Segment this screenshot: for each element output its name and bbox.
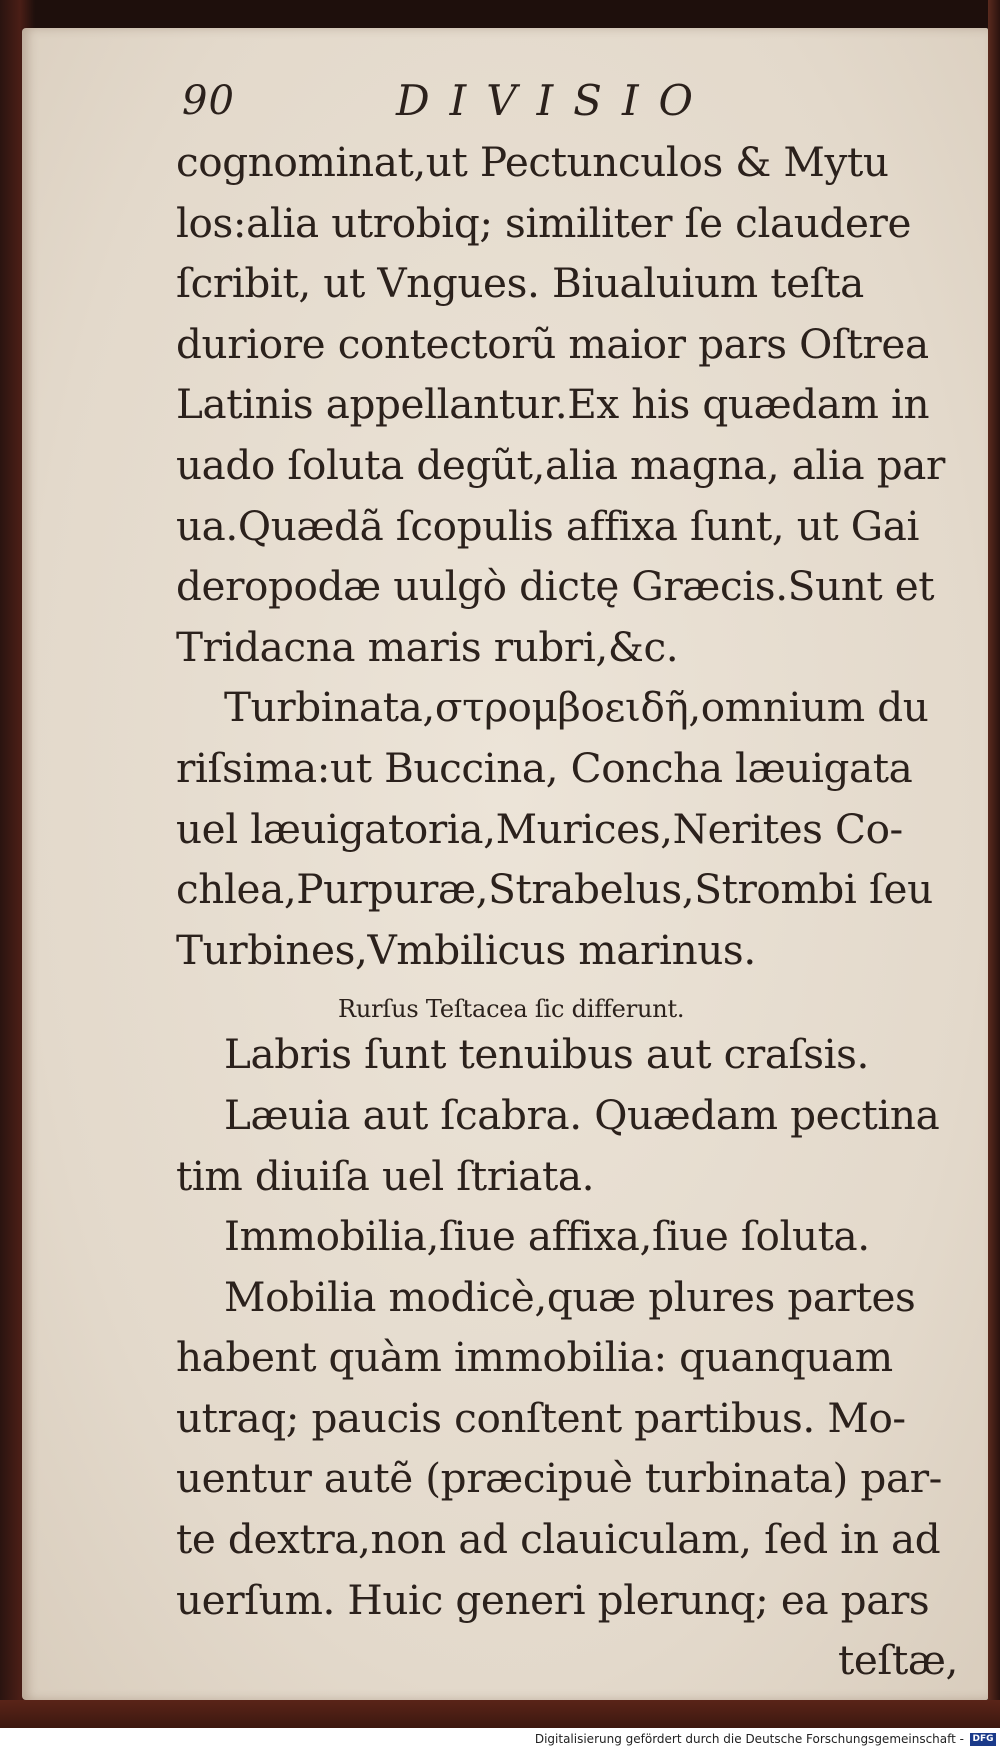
footer-credit: Digitalisierung gefördert durch die Deutsche Forschungsgemeinschaft - — [534, 1732, 964, 1746]
text-line: ſcribit, ut Vngues. Biualuium teſta — [176, 259, 864, 308]
text-line: Turbines,Vmbilicus marinus. — [176, 925, 756, 974]
text-line: ua.Quædã ſcopulis affixa ſunt, ut Gai — [176, 501, 920, 550]
text-line: habent quàm immobilia: quanquam — [176, 1333, 893, 1382]
text-line: uado ſoluta degũt,alia magna, alia par — [176, 440, 945, 489]
text-line: Tridacna maris rubri,&c. — [176, 622, 679, 671]
page-text — [176, 72, 966, 1691]
paragraph-1 — [176, 132, 966, 677]
section-caption: Rurſus Teſtacea ſic differunt. — [338, 995, 685, 1024]
paragraph-2 — [176, 677, 966, 980]
text-line: tim diuiſa uel ſtriata. — [176, 1151, 595, 1200]
text-line: te dextra,non ad clauiculam, ſed in ad — [176, 1515, 941, 1564]
running-head: DIVISIO — [396, 76, 713, 125]
text-line: uel læuigatoria,Murices,Nerites Co- — [176, 804, 903, 853]
text-line: utraq; paucis conſtent partibus. Mo- — [176, 1393, 906, 1442]
dfg-logo: DFG — [970, 1733, 996, 1746]
text-line: riſsima:ut Buccina, Concha læuigata — [176, 743, 913, 792]
text-line: Immobilia,ſiue affixa,ſiue ſoluta. — [224, 1212, 870, 1261]
text-line: Turbinata,στρομβοειδῆ,omnium du — [224, 683, 929, 732]
text-line: Labris ſunt tenuibus aut craſsis. — [224, 1030, 870, 1079]
text-line: Mobilia modicè,quæ plures partes — [224, 1272, 916, 1321]
text-line: cognominat,ut Pectunculos & Mytu — [176, 138, 889, 186]
book-fore-edge — [988, 0, 1000, 1752]
text-line: uentur autẽ (præcipuè turbinata) par- — [176, 1454, 942, 1503]
paragraph-3 — [176, 1024, 966, 1630]
text-line: duriore contectorũ maior pars Oſtrea — [176, 319, 929, 368]
text-line: Læuia aut ſcabra. Quædam pectina — [224, 1090, 940, 1139]
page-header — [176, 72, 966, 132]
book-bottom-edge — [0, 1700, 1000, 1730]
text-line: deropodæ uulgò dictę Græcis.Sunt et — [176, 562, 935, 611]
text-line: chlea,Purpuræ,Strabelus,Strombi ſeu — [176, 865, 933, 914]
text-line: los:alia utrobiq; similiter ſe claudere — [176, 198, 912, 247]
digitization-footer — [0, 1728, 1000, 1752]
text-line: uerſum. Huic generi plerunq; ea pars — [176, 1575, 930, 1624]
page-number: 90 — [182, 78, 235, 124]
catchword: teſtæ, — [837, 1636, 958, 1685]
text-line: Latinis appellantur.Ex his quædam in — [176, 380, 930, 429]
